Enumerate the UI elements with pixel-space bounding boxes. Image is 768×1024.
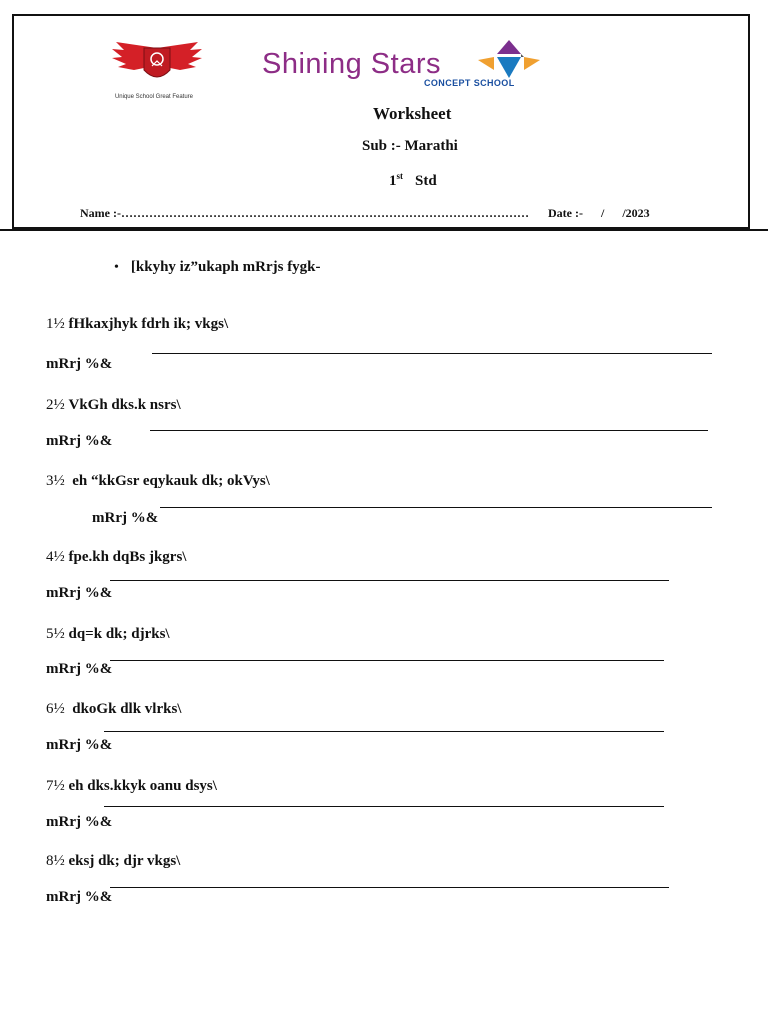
brand-subtitle: CONCEPT SCHOOL <box>424 78 515 88</box>
answer-label-3: mRrj %& <box>92 510 159 526</box>
question-number: 1½ <box>46 316 65 332</box>
grade-word: Std <box>415 173 437 189</box>
question-number: 5½ <box>46 626 65 642</box>
question-number: 4½ <box>46 549 65 565</box>
date-year: /2023 <box>622 206 650 220</box>
question-5 <box>46 626 170 643</box>
worksheet-title: Worksheet <box>373 104 452 123</box>
answer-label-1: mRrj %& <box>46 356 113 372</box>
answer-line-7 <box>104 806 664 807</box>
brand-diamond-logo <box>474 38 544 82</box>
answer-label-7: mRrj %& <box>46 814 113 830</box>
answer-line-5 <box>110 660 664 661</box>
question-8 <box>46 853 180 870</box>
question-1 <box>46 316 228 333</box>
question-text: VkGh dks.k nsrs\ <box>68 397 181 413</box>
answer-line-6 <box>104 731 664 732</box>
worksheet-grade <box>389 171 437 190</box>
question-number: 2½ <box>46 397 65 413</box>
answer-label-6: mRrj %& <box>46 737 113 753</box>
question-2 <box>46 397 181 414</box>
question-number: 3½ <box>46 473 65 489</box>
answer-label-5: mRrj %& <box>46 661 113 677</box>
question-4 <box>46 549 186 566</box>
answer-label-8: mRrj %& <box>46 889 113 905</box>
question-number: 8½ <box>46 853 65 869</box>
date-slash: / <box>600 206 605 220</box>
answer-line-2 <box>150 430 708 431</box>
answer-line-3 <box>160 507 712 508</box>
question-7 <box>46 778 217 795</box>
question-text: dkoGk dlk vlrks\ <box>72 701 182 717</box>
answer-label-2: mRrj %& <box>46 433 113 449</box>
question-text: eh dks.kkyk oanu dsys\ <box>68 778 217 794</box>
question-6 <box>46 701 181 718</box>
answer-line-4 <box>110 580 669 581</box>
question-text: dq=k dk; djrks\ <box>68 626 170 642</box>
grade-number: 1 <box>389 173 397 189</box>
brand-name: Shining Stars <box>262 48 441 80</box>
question-text: fpe.kh dqBs jkgrs\ <box>68 549 187 565</box>
school-emblem-logo <box>108 40 206 86</box>
instruction-line <box>114 259 321 276</box>
question-number: 6½ <box>46 701 65 717</box>
date-label: Date :- <box>548 206 583 220</box>
question-number: 7½ <box>46 778 65 794</box>
answer-line-8 <box>110 887 669 888</box>
instruction-text: [kkyhy iz”ukaph mRrjs fygk- <box>130 259 321 275</box>
name-field: Name :-………………………………………………………………………………………… <box>80 206 529 220</box>
answer-label-4: mRrj %& <box>46 585 113 601</box>
question-text: eksj dk; djr vkgs\ <box>68 853 181 869</box>
logo-tagline: Unique School Great Feature <box>114 94 194 100</box>
bullet-icon: • <box>114 260 119 275</box>
question-3 <box>46 473 270 490</box>
date-field <box>548 206 650 221</box>
header-divider <box>0 229 768 231</box>
question-text: fHkaxjhyk fdrh ik; vkgs\ <box>68 316 229 332</box>
question-text: eh “kkGsr eqykauk dk; okVys\ <box>72 473 270 489</box>
worksheet-subject: Sub :- Marathi <box>362 138 458 154</box>
answer-line-1 <box>152 353 712 354</box>
grade-suffix: st <box>396 171 403 181</box>
